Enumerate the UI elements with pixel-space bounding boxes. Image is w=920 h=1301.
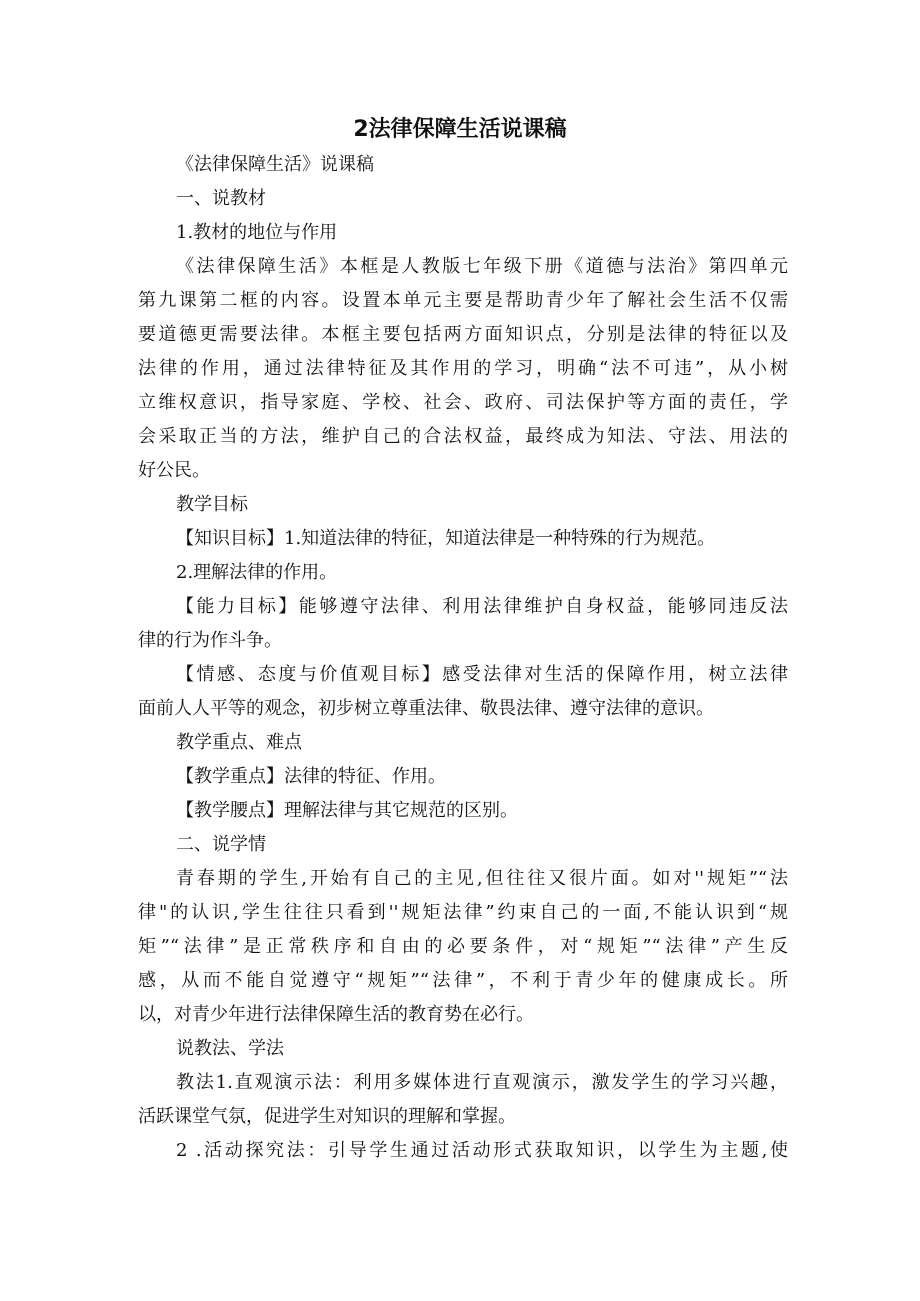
paragraph-line: 律的行为作斗争。 bbox=[138, 630, 282, 651]
paragraph-line: 第九课第二框的内容。设置本单元主要是帮助青少年了解社会生活不仅需 bbox=[138, 290, 788, 311]
paragraph-line: 感，从而不能自觉遵守“规矩”“法律”，不利于青少年的健康成长。所 bbox=[138, 970, 788, 991]
paragraph-line: 会采取正当的方法，维护自己的合法权益，最终成为知法、守法、用法的 bbox=[138, 426, 788, 447]
paragraph-line: 好公民。 bbox=[138, 460, 210, 481]
paragraph-line: 立维权意识，指导家庭、学校、社会、政府、司法保护等方面的责任，学 bbox=[138, 392, 788, 413]
paragraph-line: 【教学腰点】理解法律与其它规范的区别。 bbox=[176, 800, 518, 821]
paragraph-line: 【情感、态度与价值观目标】感受法律对生活的保障作用，树立法律 bbox=[176, 664, 788, 685]
paragraph-line: 《法律保障生活》本框是人教版七年级下册《道德与法治》第四单元 bbox=[176, 256, 788, 277]
paragraph-line: 青春期的学生,开始有自己的主见,但往往又很片面。如对''规矩”“法 bbox=[176, 868, 788, 889]
section-heading: 二、说学情 bbox=[176, 834, 266, 855]
paragraph-line: 《法律保障生活》说课稿 bbox=[176, 154, 374, 175]
document-title: 2法律保障生活说课稿 bbox=[353, 117, 567, 142]
paragraph-line: 活跃课堂气氛，促进学生对知识的理解和掌握。 bbox=[138, 1106, 516, 1127]
paragraph-line: 2.理解法律的作用。 bbox=[176, 562, 338, 583]
paragraph-line: 面前人人平等的观念，初步树立尊重法律、敬畏法律、遵守法律的意识。 bbox=[138, 698, 714, 719]
paragraph-line: 矩”“法律”是正常秩序和自由的必要条件，对“规矩”“法律”产生反 bbox=[138, 936, 788, 957]
section-heading: 教学目标 bbox=[176, 494, 248, 515]
paragraph-line: 要道德更需要法律。本框主要包括两方面知识点，分别是法律的特征以及 bbox=[138, 324, 788, 345]
paragraph-line: 教法1.直观演示法：利用多媒体进行直观演示，激发学生的学习兴趣， bbox=[176, 1072, 788, 1093]
section-heading: 说教法、学法 bbox=[176, 1038, 284, 1059]
document-body bbox=[138, 148, 788, 1168]
paragraph-line: 律"的认识,学生往往只看到''规矩法律”约束自己的一面,不能认识到“规 bbox=[138, 902, 788, 923]
paragraph-line: 以，对青少年进行法律保障生活的教育势在必行。 bbox=[138, 1004, 534, 1025]
subsection-heading: 1.教材的地位与作用 bbox=[176, 222, 338, 243]
paragraph-line: 【教学重点】法律的特征、作用。 bbox=[176, 766, 446, 787]
paragraph-line: 法律的作用，通过法律特征及其作用的学习，明确“法不可违”，从小树 bbox=[138, 358, 788, 379]
section-heading: 教学重点、难点 bbox=[176, 732, 302, 753]
paragraph-line: 【知识目标】1.知道法律的特征，知道法律是一种特殊的行为规范。 bbox=[176, 528, 716, 549]
paragraph-line: 2 .活动探究法：引导学生通过活动形式获取知识，以学生为主题,使 bbox=[176, 1140, 788, 1161]
paragraph-line: 【能力目标】能够遵守法律、利用法律维护自身权益，能够同违反法 bbox=[176, 596, 788, 617]
section-heading: 一、说教材 bbox=[176, 188, 266, 209]
